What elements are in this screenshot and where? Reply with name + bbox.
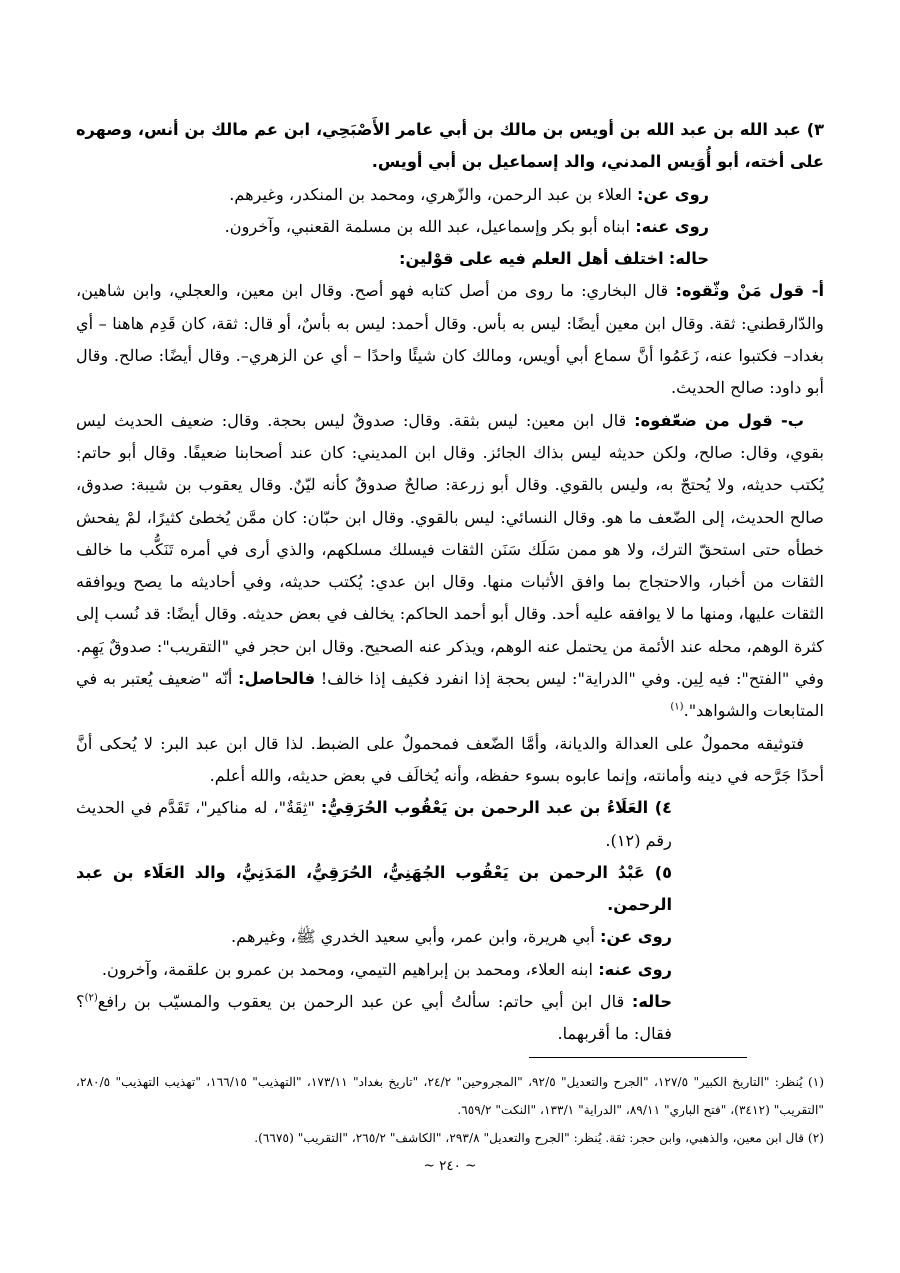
entry3-heading: ٣) عبد الله بن عبد الله بن أويس بن مالك بن أبي عامر الأَصْبَحِي، ابن عم مالك بن أنس، وصهره على أخته، أبو أُوَيس المدني، والد إسماعيل بن أبي أويس. xyxy=(76,120,824,172)
entry3-status xyxy=(76,243,824,275)
label: حاله: xyxy=(631,992,672,1012)
heading: ٤) العَلَاءُ بن عبد الرحمن بن يَعْقُوب الحُرَقِيُّ: xyxy=(320,798,672,818)
text: "ثِقَةٌ"، له مناكير"، تَقَدَّم في الحديث رقم (١٢). xyxy=(76,798,672,850)
text: قال البخاري: ما روى من أصل كتابه فهو أصح. وقال ابن معين، والعجلي، وابن شاهين، والدّارقطني: ثقة. وقال ابن معين أيضًا: ليس به بأس. وقال أحمد: ليس به بأسٌ، أو قال: ثقة، كان قَدِم هاهنا – أي بغداد– فكتبوا عنه، زَعَمُوا أنَّ سماع أبي أويس، ومالك كان شيئًا واحدًا – أي عن الزهري–. وقال أيضًا: صالح. وقال أبو داود: صالح الحديث. xyxy=(76,281,824,398)
text-b: ؟ فقال: ما أقربهما. xyxy=(76,992,672,1044)
entry5-narrated-by xyxy=(76,954,824,986)
footnote-2: (٢) قال ابن معين، والذهبي، وابن حجر: ثقة. يُنظر: "الجرح والتعديل" ٢٩٣/٨، "الكاشف" ٢٦٥/٢، "التقريب" (٦٦٧٥). xyxy=(254,1131,824,1145)
footnote-mark-2[interactable]: (٢) xyxy=(84,992,98,1004)
entry4 xyxy=(76,792,824,857)
entry5-heading: ٥) عَبْدُ الرحمن بن يَعْقُوب الجُهَنِيُّ، الحُرَقِيُّ، المَدَنِيُّ، والد العَلَاء بن عبد الرحمن. xyxy=(76,862,672,915)
footnotes xyxy=(76,1068,824,1152)
text: اختلف أهل العلم فيه على قوْلين: xyxy=(399,249,664,269)
label: ب- قول من ضعّفوه: xyxy=(634,410,804,430)
label: روى عن: xyxy=(637,184,709,204)
entry5-status xyxy=(76,986,824,1051)
text: قال ابن معين: ليس بثقة. وقال: صدوقٌ ليس بحجة. وقال: ضعيف الحديث ليس بقوي، وقال: صالح، ولكن حديثه ليس بذاك الجائز. وقال ابن المديني: كان عند أصحابنا ضعيفًا. وقال أبو حاتم: يُكتب حديثه، ولا يُحتجّ به، وليس بالقوي. وقال أبو زرعة: صالحٌ صدوقٌ كأنه ليّنٌ. وقال يعقوب بن شيبة: صدوق، صالح الحديث، إلى الضّعف ما هو. وقال النسائي: ليس بالقوي. وقال ابن حبّان: كان ممَّن يُخطئ كثيرًا، لمْ يفحش خطأه حتى استحقّ الترك، ولا هو ممن سَلَك سَنَن الثقات فيسلك مسلكهم، والذي أرى في أمره تَنَكُّب ما خالف الثقات من أخبار، والاحتجاج بما وافق الأثبات منها. وقال ابن عدي: يُكتب حديثه، وفي أحاديثه ما يصح ويوافقه الثقات عليها، ومنها ما لا يوافقه عليه أحد. وقال أبو أحمد الحاكم: يخالف في بعض حديثه. وقال أيضًا: قد نُسب إلى كثرة الوهم، محله عند الأئمة من يحتمل عنه الوهم، ويذكر عنه الصحيح. وقال ابن حجر في "التقريب": صدوقٌ يَهِم. وفي "الفتح": فيه لِين. وفي "الدراية": ليس بحجة إذا انفرد فكيف إذا خالف! xyxy=(76,410,824,689)
text: أبي هريرة، وابن عمر، وأبي سعيد الخدري ﷺ، وغيرهم. xyxy=(231,927,595,947)
entry3-conclusion: فتوثيقه محمولٌ على العدالة والديانة، وأمَّا الضّعف فمحمولٌ على الضبط. لذا قال ابن عبد البر: لا يُحكى أنَّ أحدًا جَرَّحه في دينه وأمانته، وإنما عابوه بسوء حفظه، وأنه يُخالَف في بعض حديثه، والله أعلم. xyxy=(76,733,824,785)
label: أ- قول مَنْ وثّقوه: xyxy=(675,281,824,301)
text: ابناه أبو بكر وإسماعيل، عبد الله بن مسلمة القعنبي، وآخرون. xyxy=(224,216,631,236)
conclusion-label: فالحاصل: xyxy=(238,669,316,689)
conclusion-text: أنّه "ضعيف يُعتبر به في المتابعات والشواهد". xyxy=(76,669,824,721)
label: روى عنه: xyxy=(635,216,709,236)
page-number: ~ ٢٤٠ ~ xyxy=(423,1158,477,1174)
footnote-mark-1[interactable]: (١) xyxy=(670,701,684,713)
text: العلاء بن عبد الرحمن، والزّهري، ومحمد بن المنكدر، وغيرهم. xyxy=(229,184,632,204)
entry3-narrated-from xyxy=(76,179,824,211)
label: روى عن: xyxy=(600,927,672,947)
entry3-weak-opinion xyxy=(76,405,824,728)
page-body xyxy=(76,114,824,1051)
entry3-trusted-opinion xyxy=(76,275,824,404)
label: روى عنه: xyxy=(598,959,672,979)
footnote-separator xyxy=(529,1057,747,1058)
text-a: قال ابن أبي حاتم: سألتُ أبي عن عبد الرحمن بن يعقوب والمسيّب بن رافع xyxy=(97,992,625,1012)
entry5-narrated-from xyxy=(76,921,824,953)
entry3-narrated-by xyxy=(76,211,824,243)
text: ابنه العلاء، ومحمد بن إبراهيم التيمي، ومحمد بن عمرو بن علقمة، وآخرون. xyxy=(101,959,594,979)
label: حاله: xyxy=(668,249,709,269)
footnote-1: (١) يُنظر: "التاريخ الكبير" ١٢٧/٥، "الجرح والتعديل" ٩٢/٥، "المجروحين" ٢٤/٢، "تاريخ بغداد" ١٧٣/١١، "التهذيب" ١٦٦/١٥، "تهذيب التهذيب" ٢٨٠/٥، "التقريب" (٣٤١٢)، "فتح الباري" ٨٩/١١، "الدراية" ١٣٣/١، "النكت" ٦٥٩/٢. xyxy=(76,1075,825,1117)
